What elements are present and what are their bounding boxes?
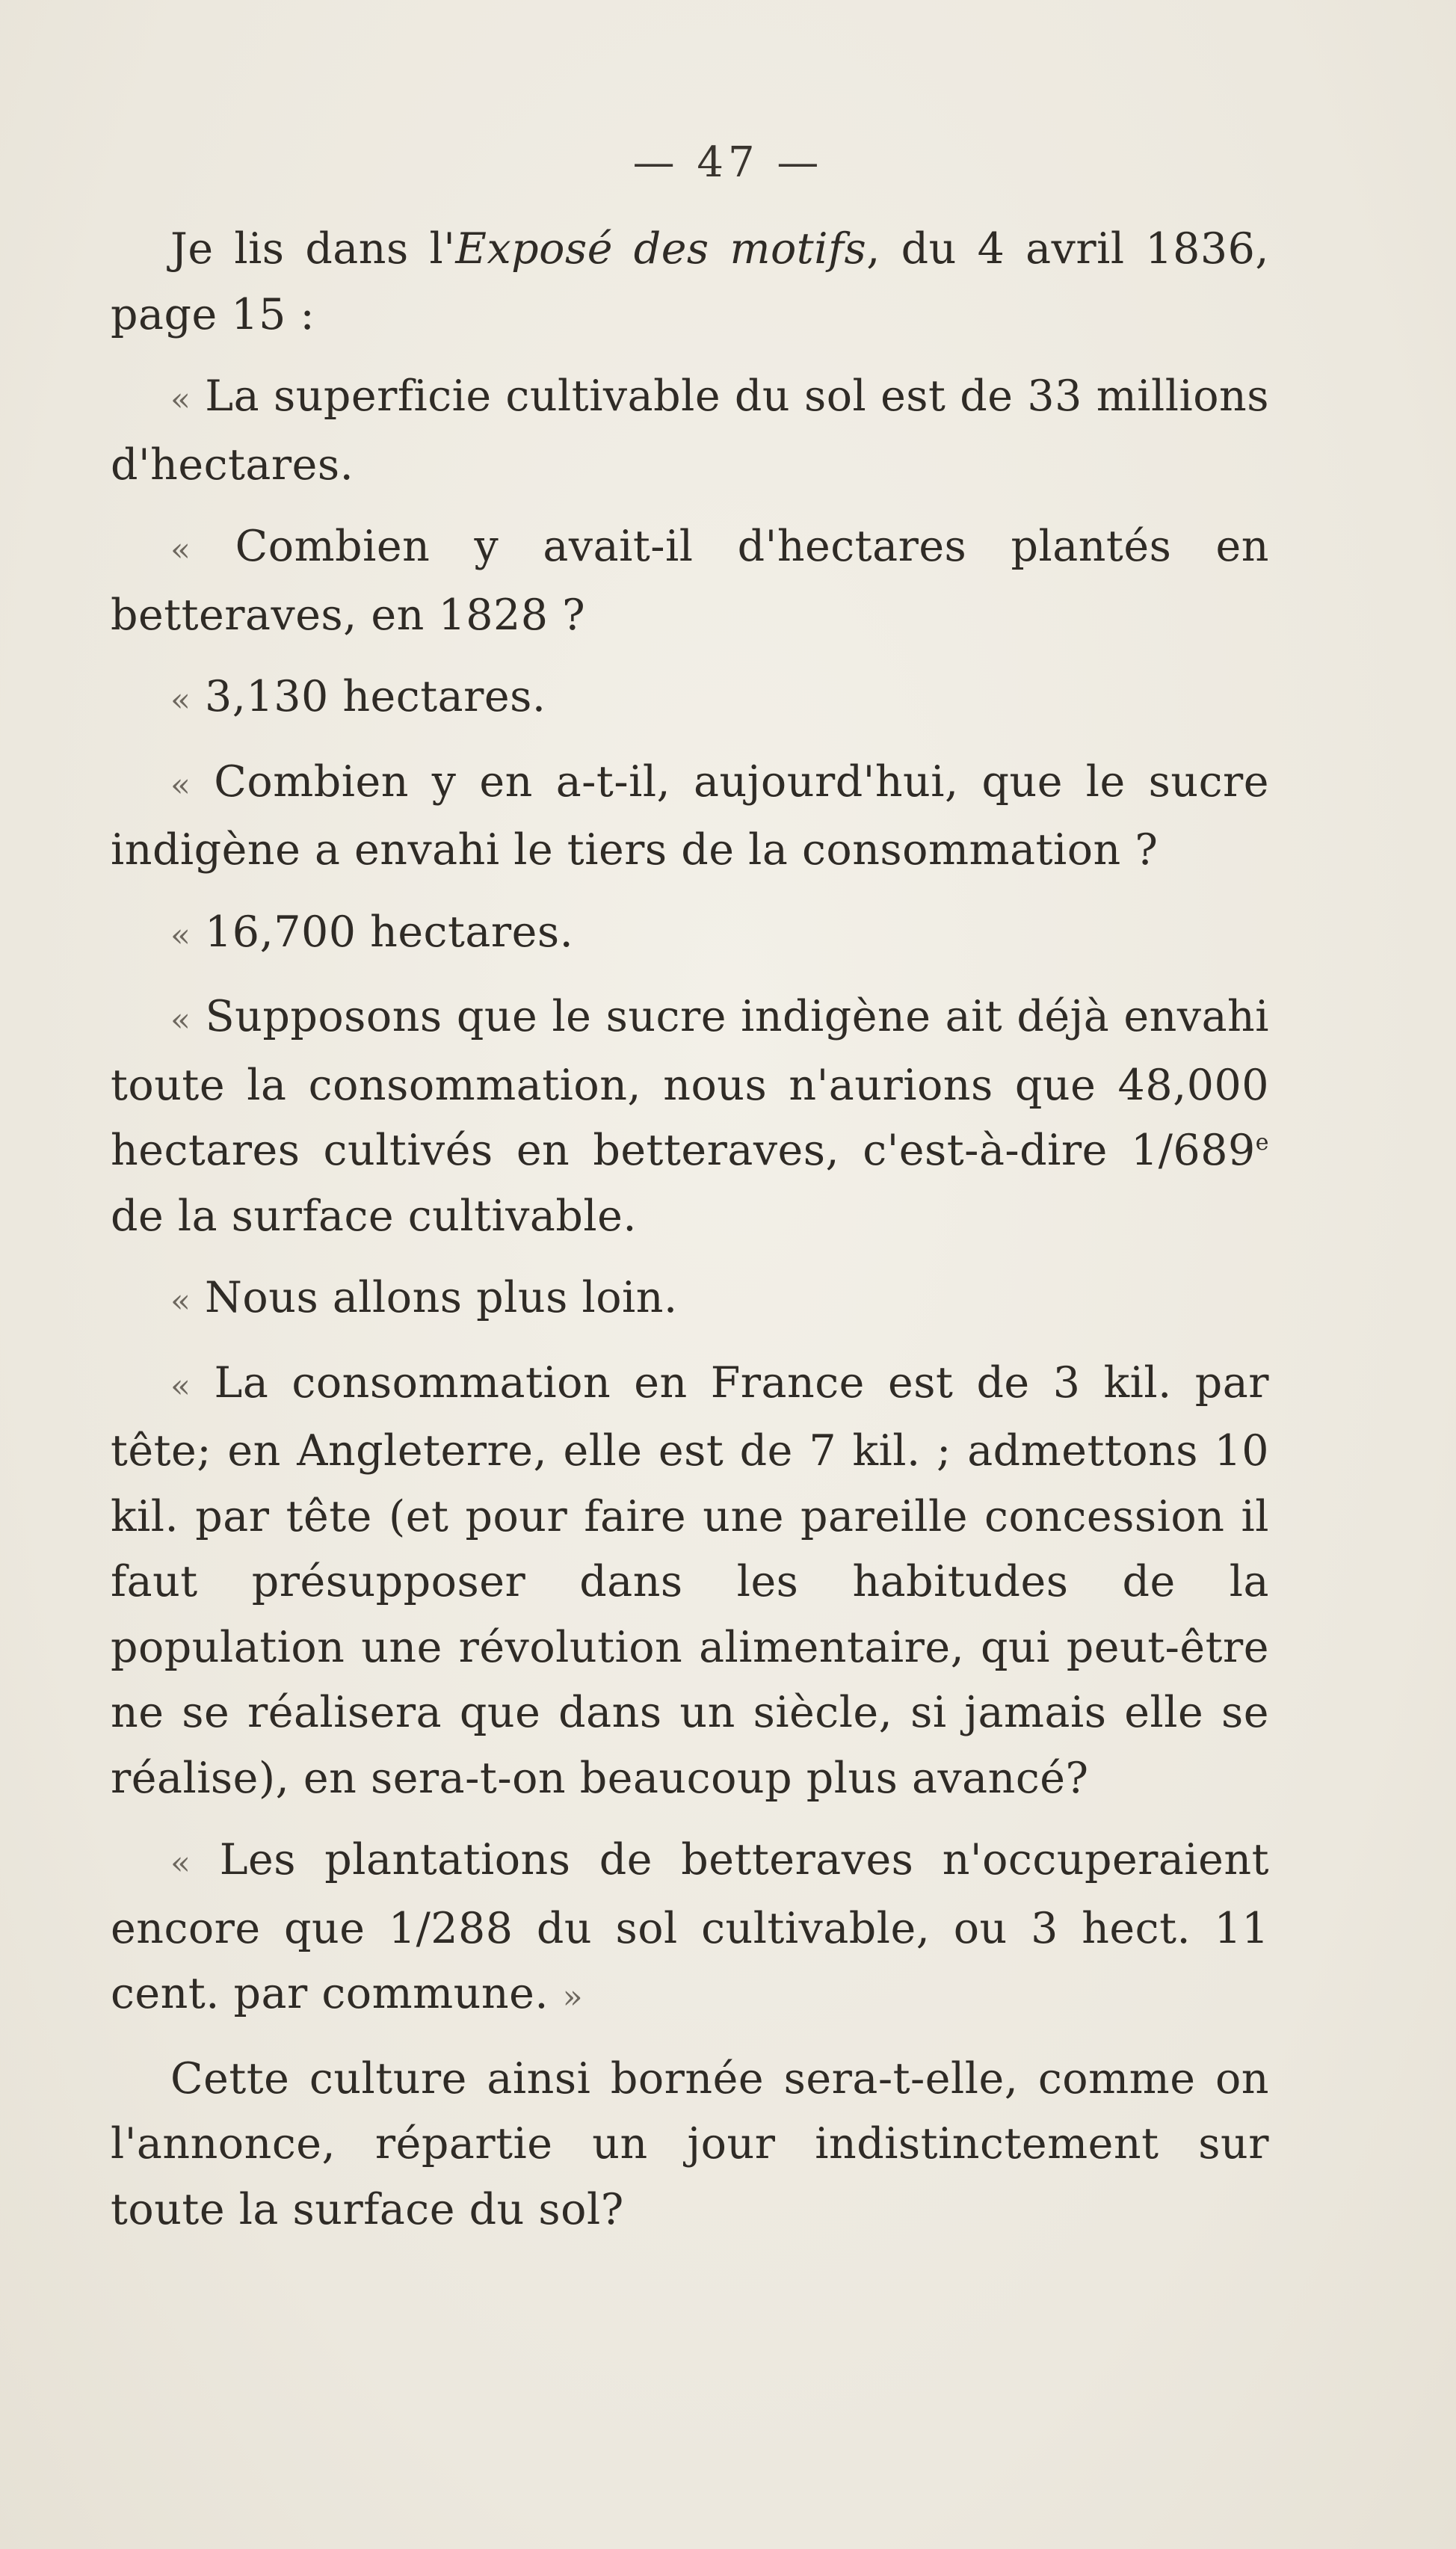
paragraph-9 — [111, 1351, 1269, 1812]
quote-mark: « — [170, 765, 191, 804]
paragraph-6 — [111, 900, 1269, 969]
quote-mark: « — [170, 380, 191, 419]
paragraph-10 — [111, 1828, 1269, 2030]
paragraph-3 — [111, 514, 1269, 648]
paragraph-7 — [111, 984, 1269, 1249]
quote-mark: « — [170, 681, 191, 719]
paragraph-9-text: La consommation en France est de 3 kil. par tête; en Angleterre, elle est de 7 kil. ; admettons 10 kil. par tête (et pour faire une pareille concession il faut présupposer dans les habitudes de la population une révolution alimentaire, qui peut-être ne se réalisera que dans un siècle, si jamais elle se réalise), en sera-t-on beaucoup plus avancé? — [111, 1357, 1269, 1803]
page-number: — 47 — — [632, 138, 824, 187]
quote-mark: « — [170, 1844, 191, 1882]
paragraph-2 — [111, 364, 1269, 498]
paragraph-5 — [111, 750, 1269, 884]
quote-mark: « — [170, 916, 191, 955]
paragraph-7-text: Supposons que le sucre indigène ait déjà envahi toute la consommation, nous n'aurions que 48,000 hectares cultivés en betteraves, c'est-à-dire 1/689 — [111, 992, 1269, 1175]
body-text — [111, 217, 1269, 2259]
paragraph-1 — [111, 217, 1269, 348]
paragraph-7-text-end: de la surface cultivable. — [111, 1191, 637, 1241]
quote-mark: « — [170, 1282, 191, 1320]
paragraph-8 — [111, 1266, 1269, 1334]
closing-quote-mark: » — [562, 1978, 584, 2016]
paragraph-3-text: Combien y avait-il d'hectares plantés en betteraves, en 1828 ? — [111, 522, 1269, 640]
quote-mark: « — [170, 531, 191, 569]
paragraph-10-text: Les plantations de betteraves n'occuperaient encore que 1/288 du sol cultivable, ou 3 hect. 11 cent. par commune. — [111, 1835, 1269, 2018]
paragraph-8-text: Nous allons plus loin. — [205, 1273, 678, 1322]
paragraph-2-text: La superficie cultivable du sol est de 33 millions d'hectares. — [111, 372, 1269, 490]
paragraph-4-text: 3,130 hectares. — [205, 672, 546, 721]
paragraph-1-text: Je lis dans l' — [170, 224, 456, 274]
paragraph-11 — [111, 2047, 1269, 2243]
ordinal-superscript: e — [1255, 1129, 1269, 1156]
quote-mark: « — [170, 1366, 191, 1405]
paragraph-5-text: Combien y en a-t-il, aujourd'hui, que le sucre indigène a envahi le tiers de la consommation ? — [111, 756, 1269, 875]
paragraph-11-text: Cette culture ainsi bornée sera-t-elle, comme on l'annonce, répartie un jour indistinctement sur toute la surface du sol? — [111, 2053, 1269, 2234]
quote-mark: « — [170, 1001, 191, 1039]
paragraph-4 — [111, 665, 1269, 733]
paragraph-6-text: 16,700 hectares. — [205, 907, 574, 957]
paragraph-1-text-end: , du 4 avril 1836, page 15 : — [111, 224, 1269, 339]
work-title: Exposé des motifs — [455, 224, 867, 274]
